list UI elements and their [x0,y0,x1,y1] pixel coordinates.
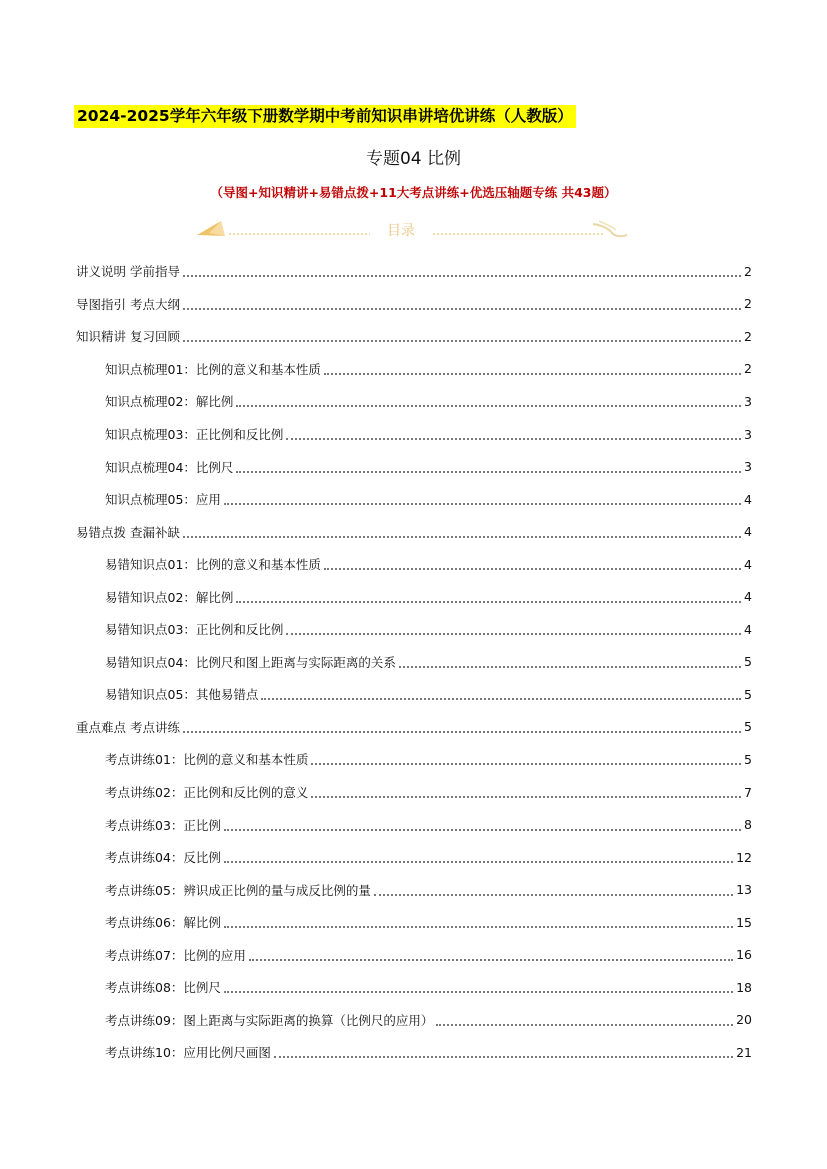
toc-entry[interactable] [76,743,752,776]
toc-entry[interactable] [76,353,752,386]
toc-leader-dots [236,459,741,473]
toc-leader-dots [224,914,733,928]
toc-entry-page: 18 [736,979,752,995]
toc-leader-dots [183,524,741,538]
toc-entry-page: 3 [744,426,752,442]
toc-entry[interactable] [76,906,752,939]
toc-entry[interactable] [76,646,752,679]
toc-entry-label: 考点讲练02：正比例和反比例的意义 [105,785,309,801]
toc-entry-page: 3 [744,459,752,475]
toc-leader-dots [236,589,741,603]
toc-entry[interactable] [76,1004,752,1037]
page-subtitle: （导图+知识精讲+易错点拨+11大考点讲练+优选压轴题专练 共43题） [210,185,617,200]
toc-leader-dots [224,817,741,831]
toc-leader-dots [436,1012,733,1026]
toc-entry[interactable] [76,678,752,711]
table-of-contents [76,255,752,1069]
toc-leader-dots [274,1044,733,1058]
toc-leader-dots [183,296,741,310]
toc-entry-label: 导图指引 考点大纲 [76,296,180,312]
toc-entry-page: 13 [736,882,752,898]
toc-entry[interactable] [76,515,752,548]
toc-leader-dots [183,328,741,342]
toc-entry-page: 12 [736,849,752,865]
toc-entry[interactable] [76,548,752,581]
toc-entry[interactable] [76,255,752,288]
toc-entry-label: 考点讲练06：解比例 [105,915,221,931]
toc-leader-dots [183,719,741,733]
toc-leader-dots [399,654,741,668]
toc-leader-dots [261,686,741,700]
toc-entry-label: 易错知识点04：比例尺和图上距离与实际距离的关系 [105,654,396,670]
toc-entry[interactable] [76,320,752,353]
toc-leader-dots [224,979,733,993]
toc-entry-label: 易错点拨 查漏补缺 [76,524,180,540]
toc-entry-label: 考点讲练08：比例尺 [105,980,221,996]
toc-leader-dots [286,621,741,635]
toc-entry-label: 考点讲练05：辨识成正比例的量与成反比例的量 [105,882,371,898]
toc-entry-page: 4 [744,491,752,507]
toc-entry[interactable] [76,418,752,451]
toc-banner [195,216,635,242]
toc-leader-dots [249,947,733,961]
toc-entry-page: 5 [744,751,752,767]
toc-entry-page: 5 [744,719,752,735]
toc-entry-label: 知识精讲 复习回顾 [76,329,180,345]
toc-entry[interactable] [76,483,752,516]
toc-entry-label: 考点讲练09：图上距离与实际距离的换算（比例尺的应用） [105,1012,434,1028]
series-banner: 2024-2025学年六年级下册数学期中考前知识串讲培优讲练（人教版） [74,105,576,128]
toc-entry-label: 考点讲练07：比例的应用 [105,947,246,963]
toc-banner-decoration [195,216,635,242]
toc-entry-label: 考点讲练03：正比例 [105,817,221,833]
toc-entry-page: 2 [744,263,752,279]
toc-entry-page: 4 [744,524,752,540]
toc-entry-label: 易错知识点05：其他易错点 [105,687,259,703]
toc-leader-dots [224,491,741,505]
toc-entry[interactable] [76,971,752,1004]
toc-leader-dots [324,361,741,375]
toc-entry-page: 4 [744,556,752,572]
toc-entry-label: 考点讲练01：比例的意义和基本性质 [105,752,309,768]
toc-entry-page: 2 [744,296,752,312]
toc-entry[interactable] [76,450,752,483]
toc-entry-page: 3 [744,393,752,409]
toc-entry-page: 5 [744,686,752,702]
toc-entry[interactable] [76,613,752,646]
toc-entry-label: 讲义说明 学前指导 [76,264,180,280]
paper-plane-icon [197,221,225,236]
toc-entry[interactable] [76,288,752,321]
toc-leader-dots [224,849,733,863]
toc-entry-label: 易错知识点03：正比例和反比例 [105,622,284,638]
toc-entry-label: 考点讲练04：反比例 [105,850,221,866]
toc-entry-page: 15 [736,914,752,930]
toc-entry-label: 知识点梳理05：应用 [105,492,221,508]
toc-entry-page: 7 [744,784,752,800]
toc-entry-page: 2 [744,328,752,344]
toc-entry-label: 知识点梳理04：比例尺 [105,459,234,475]
toc-leader-dots [236,393,741,407]
toc-entry-label: 重点难点 考点讲练 [76,719,180,735]
toc-entry[interactable] [76,1036,752,1069]
toc-entry-page: 4 [744,621,752,637]
toc-label: 目录 [387,223,415,239]
toc-entry[interactable] [76,841,752,874]
toc-entry-label: 考点讲练10：应用比例尺画图 [105,1045,271,1061]
toc-entry[interactable] [76,580,752,613]
toc-entry[interactable] [76,873,752,906]
toc-entry[interactable] [76,808,752,841]
toc-entry-label: 易错知识点02：解比例 [105,589,234,605]
page-title: 专题04 比例 [365,149,462,169]
toc-leader-dots [183,263,741,277]
toc-entry-label: 知识点梳理02：解比例 [105,394,234,410]
toc-entry-page: 8 [744,817,752,833]
toc-entry[interactable] [76,385,752,418]
toc-entry[interactable] [76,711,752,744]
toc-entry-page: 2 [744,361,752,377]
toc-entry-label: 知识点梳理01：比例的意义和基本性质 [105,361,321,377]
toc-entry[interactable] [76,938,752,971]
toc-entry[interactable] [76,776,752,809]
toc-leader-dots [311,751,741,765]
toc-leader-dots [324,556,741,570]
toc-entry-page: 5 [744,654,752,670]
toc-leader-dots [311,784,741,798]
toc-entry-page: 4 [744,589,752,605]
toc-entry-page: 20 [736,1012,752,1028]
toc-leader-dots [286,426,741,440]
toc-leader-dots [374,882,733,896]
toc-entry-label: 知识点梳理03：正比例和反比例 [105,427,284,442]
toc-entry-page: 16 [736,947,752,963]
toc-entry-label: 易错知识点01：比例的意义和基本性质 [105,557,321,573]
toc-entry-page: 21 [736,1044,752,1060]
